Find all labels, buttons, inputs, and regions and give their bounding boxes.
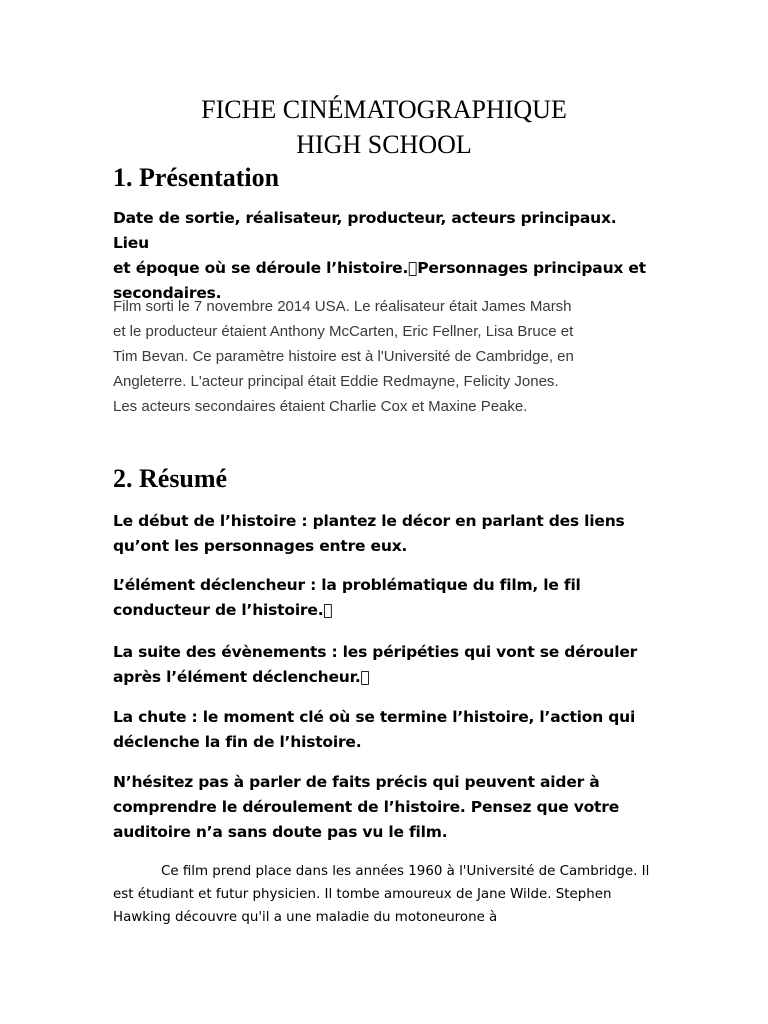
resume-prompt-5 (113, 770, 653, 845)
prompt-line: La suite des évènements : les péripéties qui vont se dérouler (113, 643, 638, 661)
section-heading-resume: 2. Résumé (113, 464, 228, 493)
summary-line: Wilde. Stephen Hawking découvre qu'il a une maladie du motoneurone à (113, 887, 612, 925)
answer-line: Les acteurs secondaires étaient Charlie Cox et Maxine Peake. (113, 398, 528, 415)
prompt-line: comprendre le déroulement de l’histoire. Pensez que votre (113, 798, 620, 816)
prompt-line: L’élément déclencheur : la problématique du film, le fil (113, 576, 581, 594)
section-heading-presentation: 1. Présentation (113, 163, 280, 192)
resume-prompt-2 (113, 573, 653, 623)
resume-prompt-4 (113, 705, 653, 755)
document-title-line-1: FICHE CINÉMATOGRAPHIQUE (201, 95, 567, 124)
prompt-line: La chute : le moment clé où se termine l’histoire, l’action qui (113, 708, 636, 726)
resume-prompt-1 (113, 509, 653, 559)
prompt-line: N’hésitez pas à parler de faits précis qui peuvent aider à (113, 773, 600, 791)
question-line: Date de sortie, réalisateur, producteur, acteurs principaux. Lieu (113, 209, 617, 252)
answer-line: Angleterre. L'acteur principal était Eddie Redmayne, Felicity Jones. (113, 373, 559, 390)
prompt-line: qu’ont les personnages entre eux. (113, 537, 408, 555)
question-line: et époque où se déroule l’histoire. Personnages principaux et (113, 259, 646, 277)
prompt-line: Le début de l’histoire : plantez le décor en parlant des liens (113, 512, 625, 530)
prompt-line: déclenche la fin de l’histoire. (113, 733, 362, 751)
summary-line: Ce film prend place dans les années 1960 à l'Université de (161, 864, 556, 879)
presentation-answer (113, 294, 673, 419)
film-summary-paragraph (113, 860, 653, 929)
prompt-line: après l’élément déclencheur.  (113, 668, 370, 686)
answer-line: Tim Bevan. Ce paramètre histoire est à l'Université de Cambridge, en (113, 348, 574, 365)
presentation-question (113, 206, 653, 306)
prompt-line: auditoire n’a sans doute pas vu le film. (113, 823, 448, 841)
answer-line: Film sorti le 7 novembre 2014 USA. Le réalisateur était James Marsh (113, 298, 572, 315)
answer-line: et le producteur étaient Anthony McCarten, Eric Fellner, Lisa Bruce et (113, 323, 574, 340)
prompt-line: conducteur de l’histoire.  (113, 601, 333, 619)
resume-prompt-3 (113, 640, 653, 690)
document-title-line-2: HIGH SCHOOL (296, 130, 472, 159)
question-line: secondaires. (113, 284, 222, 302)
summary-line: Cambridge. Il est étudiant et futur physicien. Il tombe amoureux de Jane (113, 864, 650, 902)
